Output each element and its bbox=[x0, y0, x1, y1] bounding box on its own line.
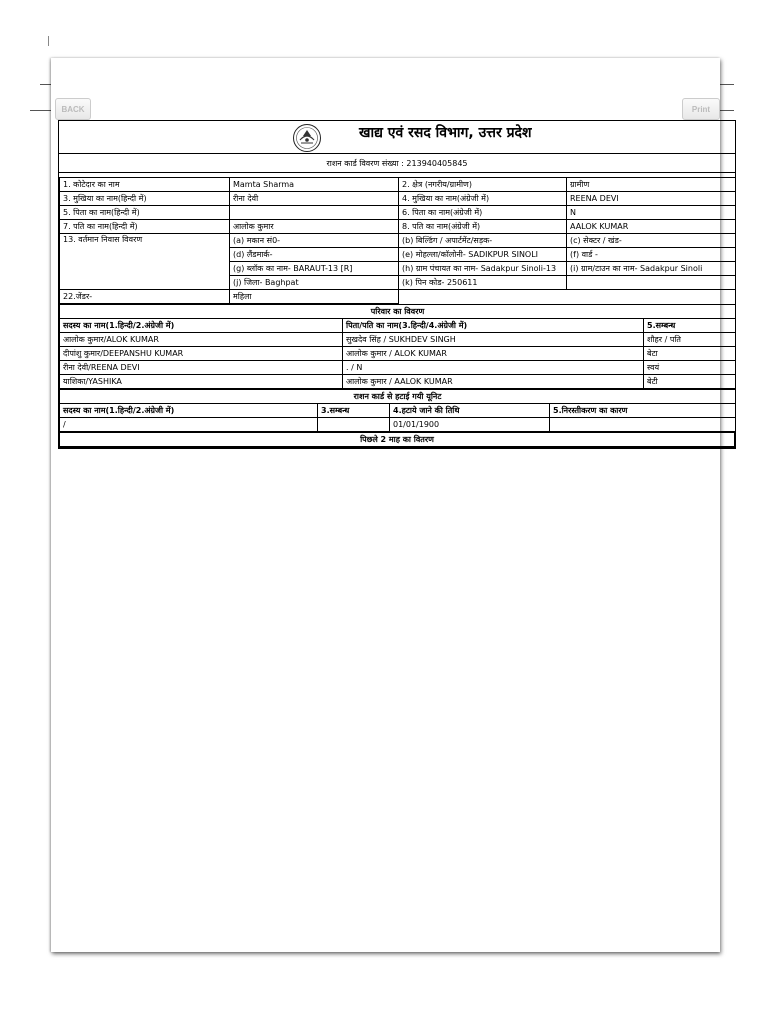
field-value: AALOK KUMAR bbox=[567, 220, 736, 234]
field-value: ग्रामीण bbox=[567, 178, 736, 192]
member-name: आलोक कुमार/ALOK KUMAR bbox=[60, 333, 343, 347]
member-name: / bbox=[60, 418, 318, 432]
table-row bbox=[60, 234, 736, 248]
address-cell: (e) मोहल्ला/कॉलोनी- SADIKPUR SINOLI bbox=[399, 248, 567, 262]
address-cell: (d) लैंडमार्क- bbox=[230, 248, 399, 262]
table-row bbox=[60, 290, 736, 304]
member-name: दीपांशु कुमार/DEEPANSHU KUMAR bbox=[60, 347, 343, 361]
address-cell: (h) ग्राम पंचायत का नाम- Sadakpur Sinoli-13 bbox=[399, 262, 567, 276]
table-row bbox=[60, 206, 736, 220]
ration-card-document bbox=[58, 120, 736, 449]
father-husband-name: आलोक कुमार / AALOK KUMAR bbox=[343, 375, 644, 389]
page-corner-mark bbox=[48, 36, 49, 46]
family-table bbox=[59, 304, 736, 389]
table-row bbox=[60, 220, 736, 234]
table-row bbox=[60, 418, 736, 432]
address-cell: (j) जिला- Baghpat bbox=[230, 276, 399, 290]
up-government-emblem-icon bbox=[292, 123, 322, 153]
father-husband-name: . / N bbox=[343, 361, 644, 375]
field-value: आलोक कुमार bbox=[230, 220, 399, 234]
family-section-title: परिवार का विवरण bbox=[60, 305, 736, 319]
relation: बेटी bbox=[644, 375, 736, 389]
table-row bbox=[60, 178, 736, 192]
table-row bbox=[60, 192, 736, 206]
father-husband-name: आलोक कुमार / ALOK KUMAR bbox=[343, 347, 644, 361]
address-cell: (c) सेक्टर / खंड- bbox=[567, 234, 736, 248]
section-header-row bbox=[60, 305, 736, 319]
section-header-row bbox=[60, 433, 735, 447]
column-header-row bbox=[60, 319, 736, 333]
removed-section-title: राशन कार्ड से हटाई गयी यूनिट bbox=[60, 390, 736, 404]
divider-line bbox=[718, 110, 734, 111]
relation bbox=[318, 418, 390, 432]
section-header-row bbox=[60, 390, 736, 404]
empty-cell bbox=[399, 290, 567, 304]
back-button[interactable]: BACK bbox=[55, 98, 91, 120]
removal-date: 01/01/1900 bbox=[390, 418, 550, 432]
field-label: 8. पति का नाम(अंग्रेजी में) bbox=[399, 220, 567, 234]
print-button[interactable]: Print bbox=[682, 98, 720, 120]
address-cell: (f) वार्ड - bbox=[567, 248, 736, 262]
table-row bbox=[60, 361, 736, 375]
removed-units-table bbox=[59, 389, 736, 432]
last-months-section-title: पिछले 2 माह का वितरण bbox=[60, 433, 735, 447]
relation: शौहर / पति bbox=[644, 333, 736, 347]
gender-value: महिला bbox=[230, 290, 399, 304]
field-value: REENA DEVI bbox=[567, 192, 736, 206]
column-header: सदस्य का नाम(1.हिन्दी/2.अंग्रेजी में) bbox=[60, 319, 343, 333]
address-cell bbox=[567, 276, 736, 290]
member-name: रीना देवी/REENA DEVI bbox=[60, 361, 343, 375]
relation: बेटा bbox=[644, 347, 736, 361]
cancellation-reason bbox=[550, 418, 736, 432]
column-header: 4.हटाये जाने की तिथि bbox=[390, 404, 550, 418]
member-name: याशिका/YASHIKA bbox=[60, 375, 343, 389]
gender-label: 22.जेंडर- bbox=[60, 290, 230, 304]
field-label: 5. पिता का नाम(हिन्दी में) bbox=[60, 206, 230, 220]
address-label: 13. वर्तमान निवास विवरण bbox=[60, 234, 230, 290]
field-label: 4. मुखिया का नाम(अंग्रेजी में) bbox=[399, 192, 567, 206]
card-number-line: राशन कार्ड विवरण संख्या : 213940405845 bbox=[59, 154, 735, 173]
table-row bbox=[60, 375, 736, 389]
address-cell: (k) पिन कोड- 250611 bbox=[399, 276, 567, 290]
column-header: 3.सम्बन्ध bbox=[318, 404, 390, 418]
column-header: पिता/पति का नाम(3.हिन्दी/4.अंग्रेजी में) bbox=[343, 319, 644, 333]
divider-line bbox=[718, 84, 734, 85]
address-cell: (a) मकान सं0- bbox=[230, 234, 399, 248]
field-value: N bbox=[567, 206, 736, 220]
field-value bbox=[230, 206, 399, 220]
relation: स्वयं bbox=[644, 361, 736, 375]
father-husband-name: सुखदेव सिंह / SUKHDEV SINGH bbox=[343, 333, 644, 347]
field-value: Mamta Sharma bbox=[230, 178, 399, 192]
details-table bbox=[59, 177, 736, 304]
field-value: रीना देवी bbox=[230, 192, 399, 206]
column-header-row bbox=[60, 404, 736, 418]
last-months-table bbox=[59, 432, 735, 447]
field-label: 1. कोटेदार का नाम bbox=[60, 178, 230, 192]
empty-cell bbox=[567, 290, 736, 304]
field-label: 2. क्षेत्र (नगरीय/ग्रामीण) bbox=[399, 178, 567, 192]
document-header bbox=[59, 121, 735, 154]
column-header: 5.सम्बन्ध bbox=[644, 319, 736, 333]
field-label: 6. पिता का नाम(अंग्रेजी में) bbox=[399, 206, 567, 220]
address-cell: (b) बिल्डिंग / अपार्टमेंट/सड़क- bbox=[399, 234, 567, 248]
field-label: 7. पति का नाम(हिन्दी में) bbox=[60, 220, 230, 234]
table-row bbox=[60, 333, 736, 347]
table-row bbox=[60, 347, 736, 361]
address-cell: (i) ग्राम/टाउन का नाम- Sadakpur Sinoli bbox=[567, 262, 736, 276]
field-label: 3. मुखिया का नाम(हिन्दी में) bbox=[60, 192, 230, 206]
address-cell: (g) ब्लॉक का नाम- BARAUT-13 [R] bbox=[230, 262, 399, 276]
column-header: 5.निरस्तीकरण का कारण bbox=[550, 404, 736, 418]
department-title: खाद्य एवं रसद विभाग, उत्तर प्रदेश bbox=[359, 125, 532, 141]
column-header: सदस्य का नाम(1.हिन्दी/2.अंग्रेजी में) bbox=[60, 404, 318, 418]
